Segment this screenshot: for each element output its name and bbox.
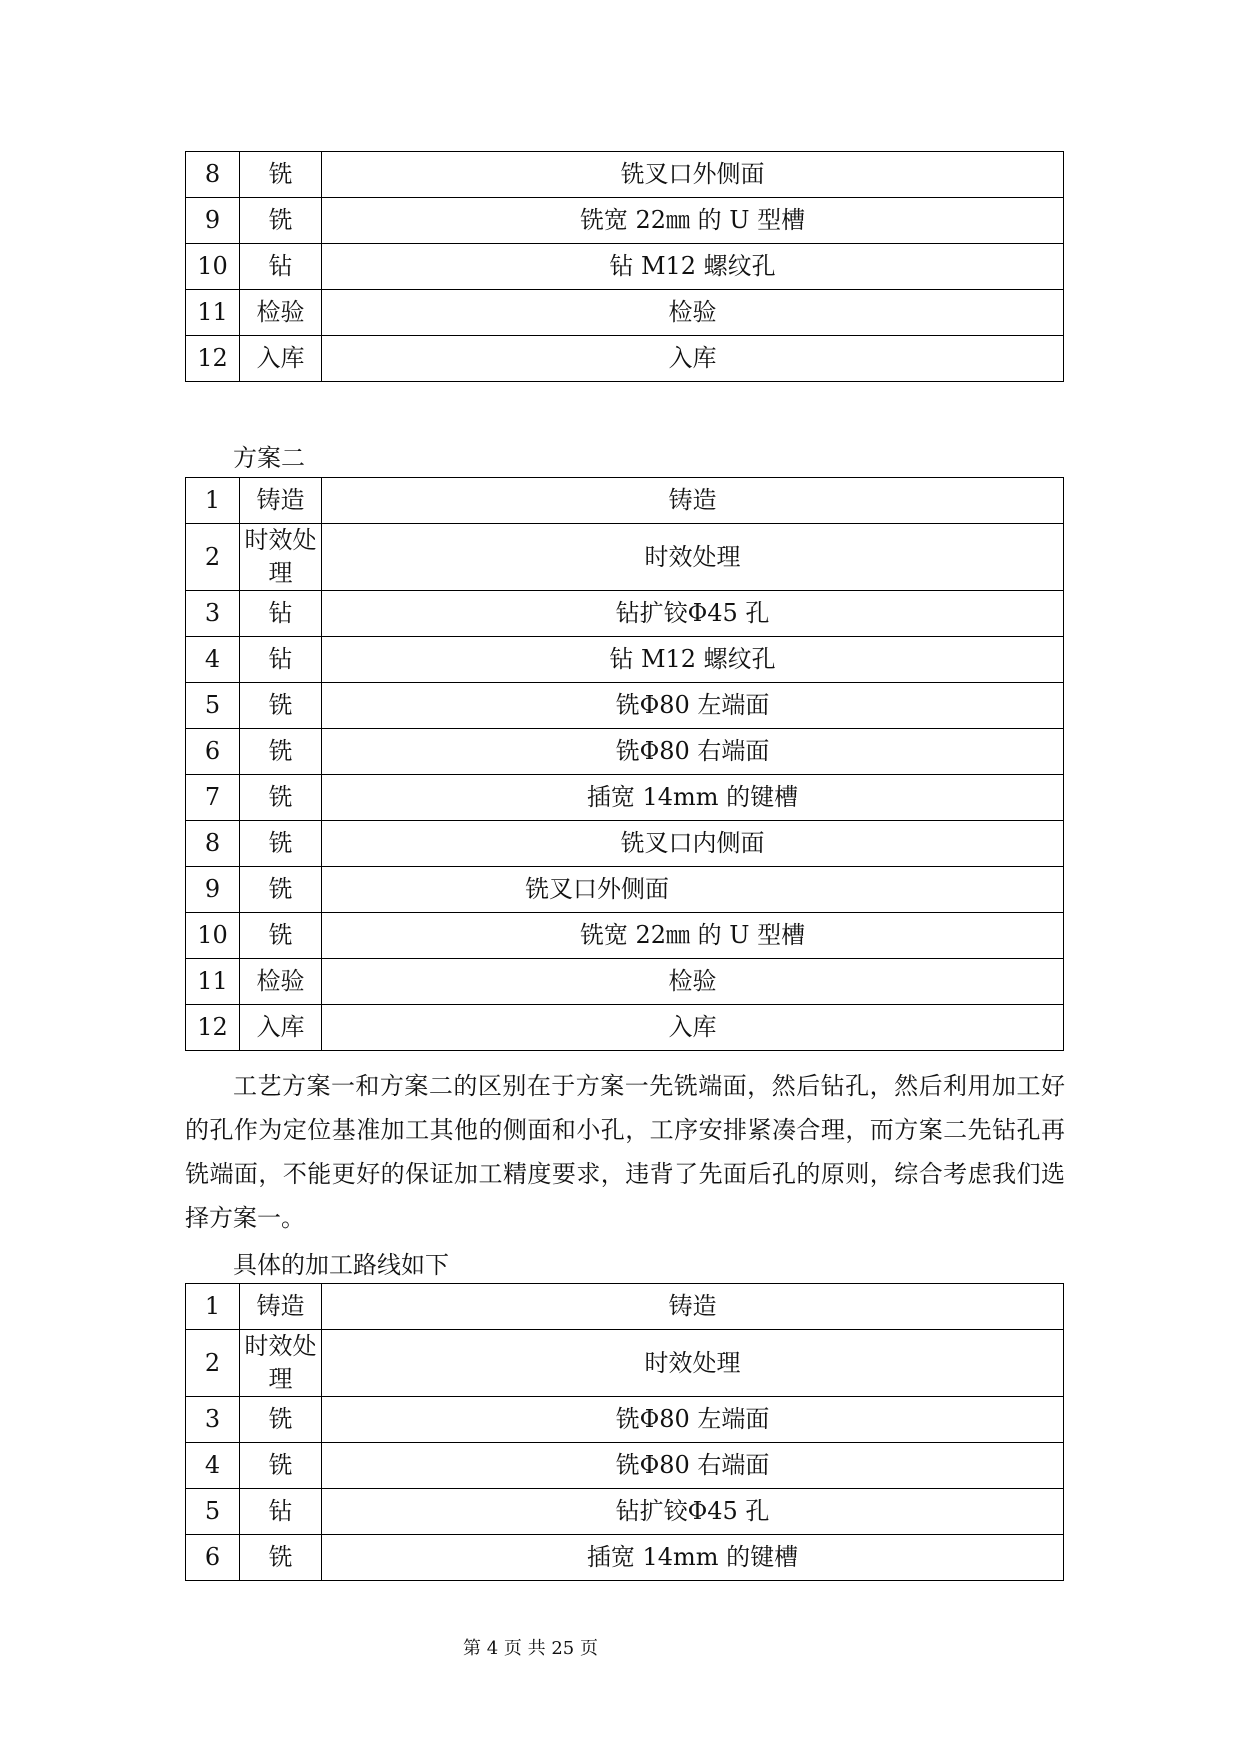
- step-type: 入库: [240, 1005, 322, 1051]
- comparison-paragraph: 工艺方案一和方案二的区别在于方案一先铣端面，然后钻孔，然后利用加工好的孔作为定位基准加工其他的侧面和小孔，工序安排紧凑合理，而方案二先钻孔再铣端面，不能更好的保证加工精度要求，违背了先面后孔的原则，综合考虑我们选择方案一。: [185, 1072, 1065, 1232]
- step-content: 时效处理: [322, 1330, 1064, 1397]
- table-row: [186, 524, 1064, 591]
- step-number: 2: [186, 524, 240, 591]
- step-number: 5: [186, 1489, 240, 1535]
- step-content: 铣Φ80 左端面: [322, 1397, 1064, 1443]
- table-row: [186, 683, 1064, 729]
- step-type: 铣: [240, 1535, 322, 1581]
- step-number: 1: [186, 478, 240, 524]
- table-row: [186, 1284, 1064, 1330]
- table-row: [186, 478, 1064, 524]
- step-number: 8: [186, 821, 240, 867]
- step-content: 铣叉口外侧面: [322, 867, 1064, 913]
- plan2-label: 方案二: [233, 444, 305, 472]
- step-type: 入库: [240, 336, 322, 382]
- step-number: 9: [186, 198, 240, 244]
- step-content: 钻扩铰Φ45 孔: [322, 591, 1064, 637]
- step-type: 铣: [240, 775, 322, 821]
- step-content: 入库: [322, 336, 1064, 382]
- step-type: 铣: [240, 1443, 322, 1489]
- step-number: 4: [186, 1443, 240, 1489]
- step-content: 铣Φ80 右端面: [322, 729, 1064, 775]
- step-type: 钻: [240, 591, 322, 637]
- table-row: [186, 913, 1064, 959]
- step-type: 铣: [240, 821, 322, 867]
- step-content: 插宽 14mm 的键槽: [322, 775, 1064, 821]
- step-number: 9: [186, 867, 240, 913]
- table-row: [186, 1330, 1064, 1397]
- step-type: 铸造: [240, 1284, 322, 1330]
- step-type: 铣: [240, 1397, 322, 1443]
- table-row: [186, 1489, 1064, 1535]
- table-row: [186, 959, 1064, 1005]
- table-row: [186, 637, 1064, 683]
- step-type: 时效处理: [240, 524, 322, 591]
- table-row: [186, 591, 1064, 637]
- table-row: [186, 244, 1064, 290]
- step-number: 3: [186, 591, 240, 637]
- step-content: 检验: [322, 959, 1064, 1005]
- step-number: 2: [186, 1330, 240, 1397]
- step-number: 6: [186, 1535, 240, 1581]
- step-content: 钻扩铰Φ45 孔: [322, 1489, 1064, 1535]
- step-content: 钻 M12 螺纹孔: [322, 637, 1064, 683]
- step-type: 铣: [240, 198, 322, 244]
- table-row: [186, 775, 1064, 821]
- step-content: 插宽 14mm 的键槽: [322, 1535, 1064, 1581]
- process-table-plan2: [185, 477, 1064, 1051]
- table-row: [186, 867, 1064, 913]
- table-row: [186, 336, 1064, 382]
- step-content: 铸造: [322, 478, 1064, 524]
- process-table-plan1-continued: [185, 151, 1064, 382]
- step-number: 3: [186, 1397, 240, 1443]
- step-content: 入库: [322, 1005, 1064, 1051]
- table-row: [186, 729, 1064, 775]
- table-row: [186, 1397, 1064, 1443]
- step-number: 6: [186, 729, 240, 775]
- step-content: 铣Φ80 右端面: [322, 1443, 1064, 1489]
- step-number: 11: [186, 959, 240, 1005]
- step-type: 检验: [240, 290, 322, 336]
- process-table-final-route: [185, 1283, 1064, 1581]
- step-type: 铣: [240, 913, 322, 959]
- step-number: 12: [186, 1005, 240, 1051]
- step-type: 铸造: [240, 478, 322, 524]
- step-number: 7: [186, 775, 240, 821]
- table-row: [186, 1535, 1064, 1581]
- step-number: 10: [186, 244, 240, 290]
- step-type: 钻: [240, 1489, 322, 1535]
- step-content: 铣宽 22㎜ 的 U 型槽: [322, 913, 1064, 959]
- step-content: 铣宽 22㎜ 的 U 型槽: [322, 198, 1064, 244]
- step-content: 时效处理: [322, 524, 1064, 591]
- page-number-footer: 第 4 页 共 25 页: [463, 1638, 598, 1659]
- table-row: [186, 1005, 1064, 1051]
- table-row: [186, 290, 1064, 336]
- step-number: 4: [186, 637, 240, 683]
- step-content: 铸造: [322, 1284, 1064, 1330]
- step-content: 检验: [322, 290, 1064, 336]
- step-type: 钻: [240, 244, 322, 290]
- step-number: 1: [186, 1284, 240, 1330]
- step-number: 10: [186, 913, 240, 959]
- step-number: 12: [186, 336, 240, 382]
- table-row: [186, 198, 1064, 244]
- step-type: 时效处理: [240, 1330, 322, 1397]
- step-type: 铣: [240, 867, 322, 913]
- route-label: 具体的加工路线如下: [233, 1251, 449, 1279]
- step-type: 钻: [240, 637, 322, 683]
- step-type: 检验: [240, 959, 322, 1005]
- step-type: 铣: [240, 683, 322, 729]
- step-type: 铣: [240, 152, 322, 198]
- step-number: 5: [186, 683, 240, 729]
- step-content: 铣叉口外侧面: [322, 152, 1064, 198]
- step-number: 8: [186, 152, 240, 198]
- table-row: [186, 1443, 1064, 1489]
- step-content: 钻 M12 螺纹孔: [322, 244, 1064, 290]
- table-row: [186, 821, 1064, 867]
- step-content: 铣Φ80 左端面: [322, 683, 1064, 729]
- step-content: 铣叉口内侧面: [322, 821, 1064, 867]
- table-row: [186, 152, 1064, 198]
- step-type: 铣: [240, 729, 322, 775]
- step-number: 11: [186, 290, 240, 336]
